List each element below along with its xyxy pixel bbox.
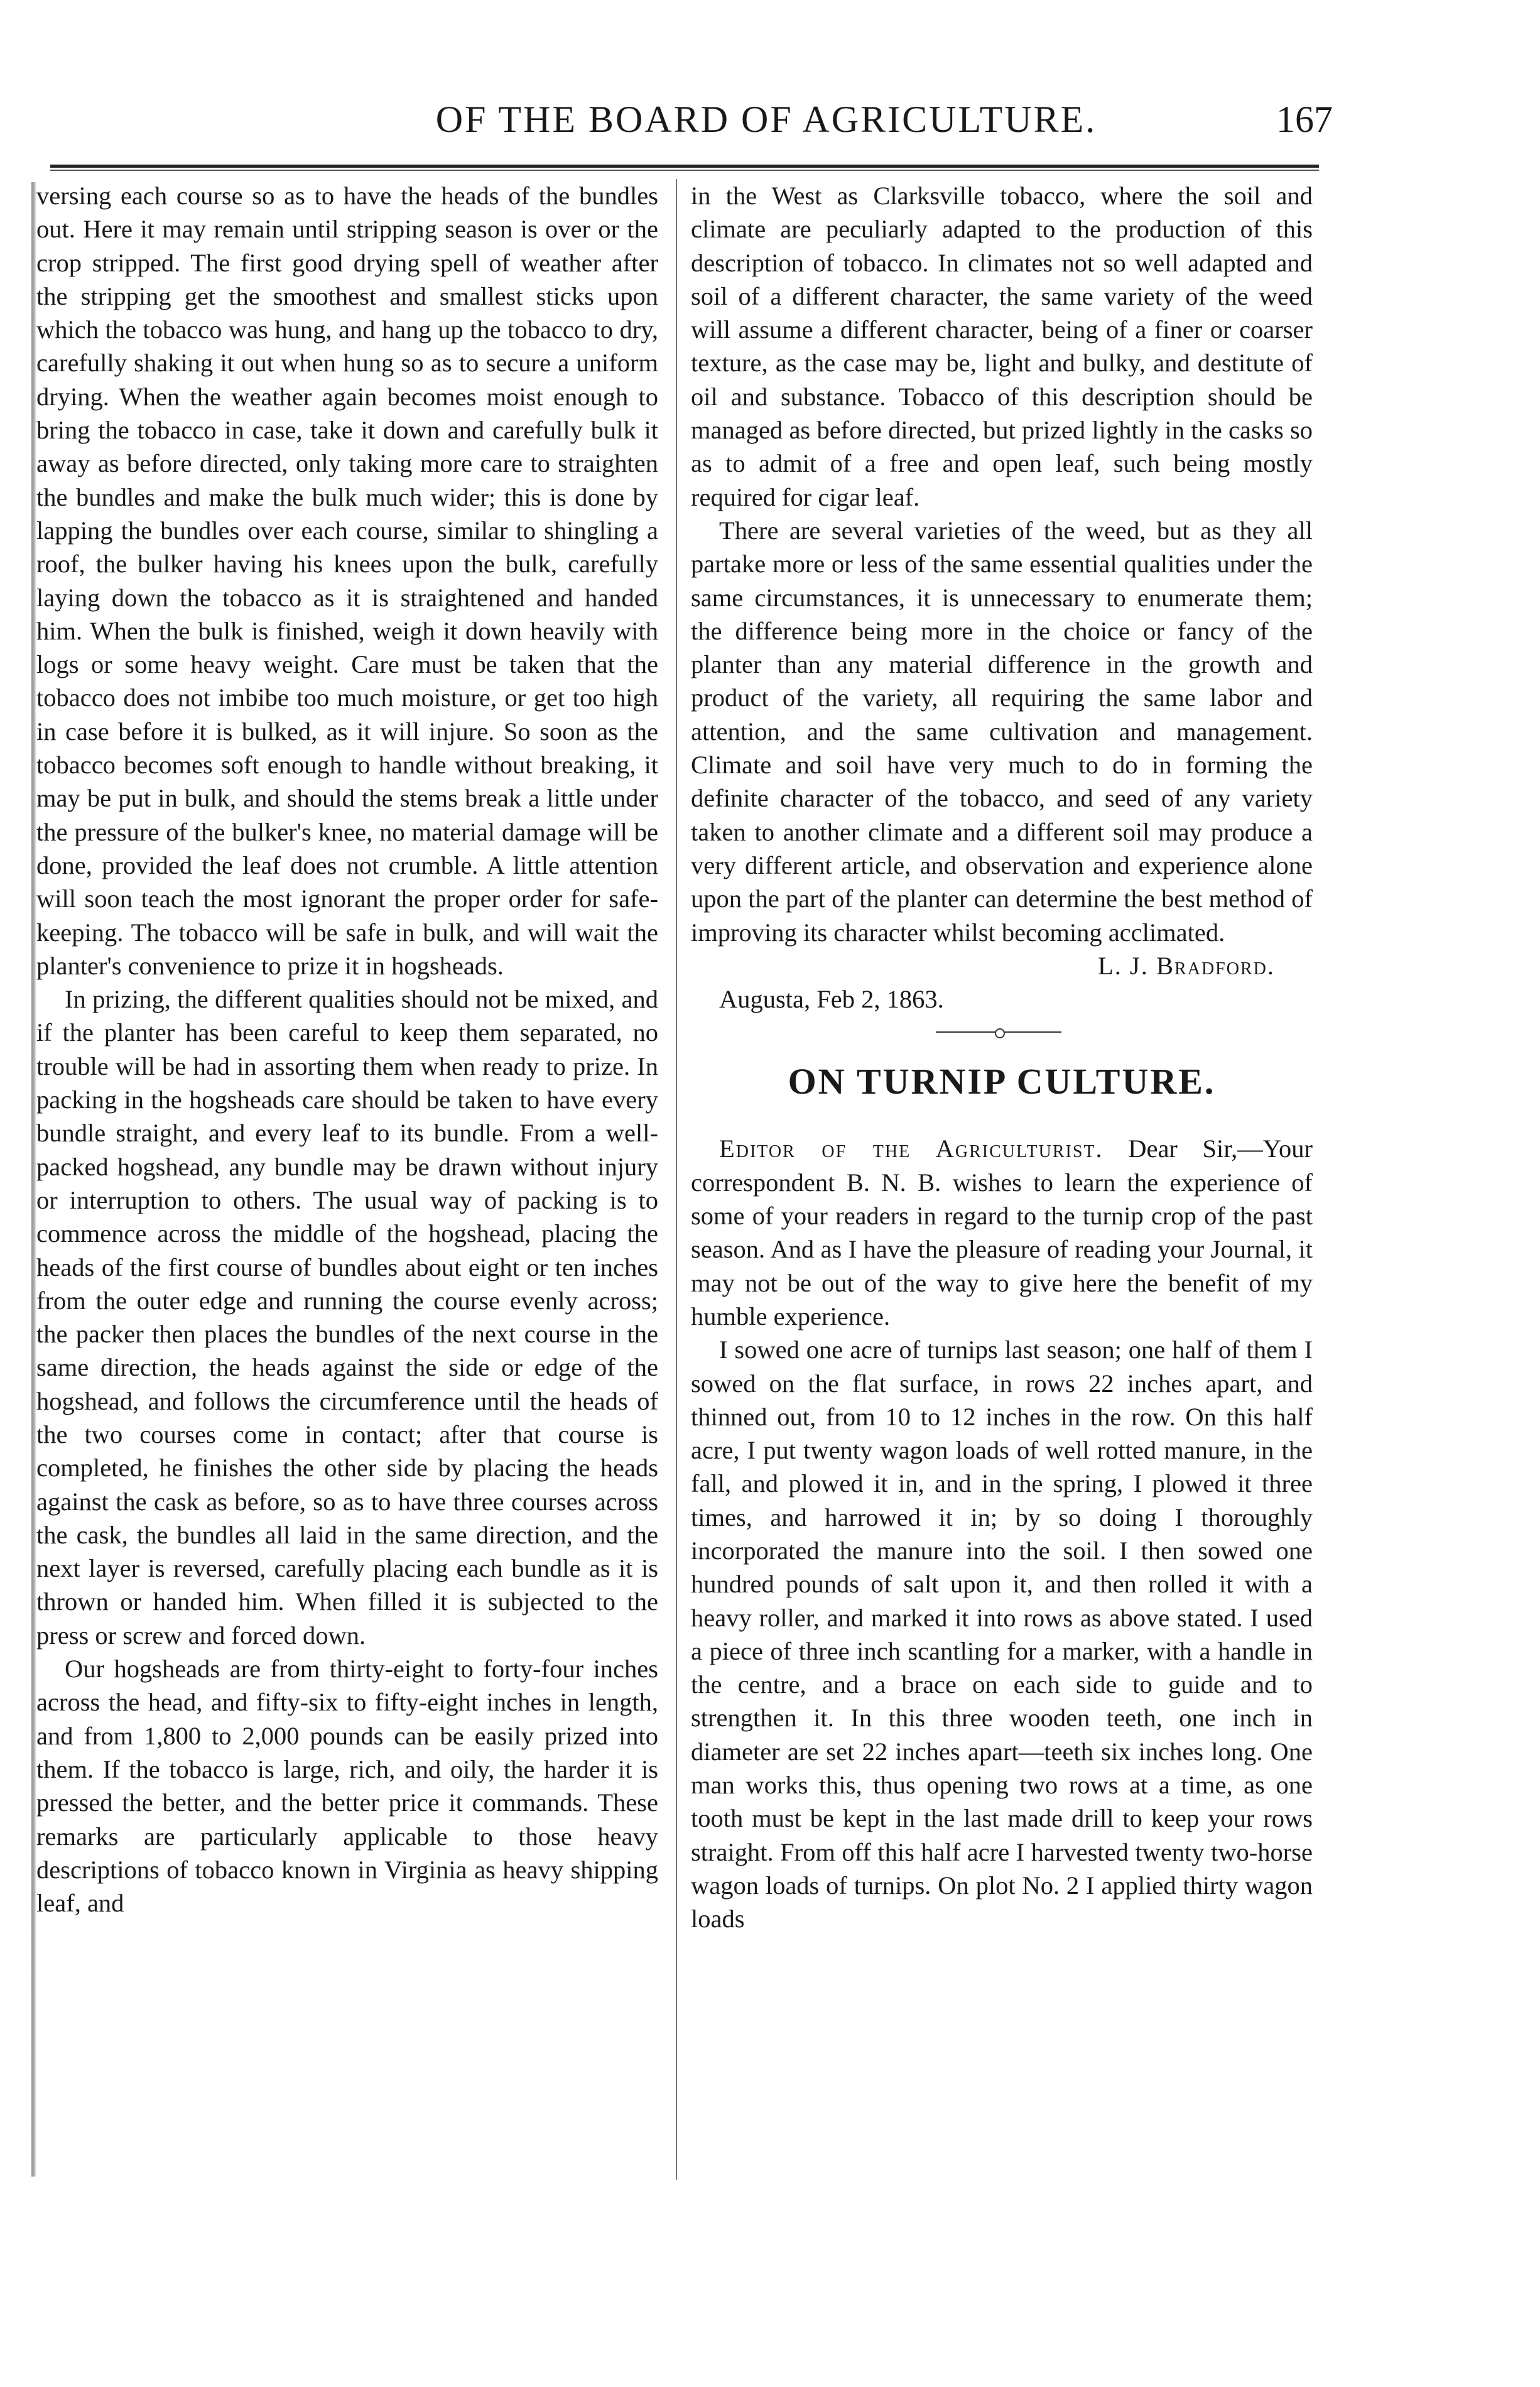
header-rule-thin (50, 170, 1319, 171)
paragraph: versing each course so as to have the heads of the bundles out. Here it may remain until stripping season is over or the crop stripped. The first good drying spell of weather after the stripping get the smoothest and smallest sticks upon which the tobacco was hung, and hang up the tobacco to dry, carefully shaking it out when hung so as to secure a uniform drying. When the weather again becomes moist enough to bring the tobacco in case, take it down and carefully bulk it away as before directed, only taking more care to straighten the bundles and make the bulk much wider; this is done by lapping the bundles over each course, similar to shingling a roof, the bulker having his knees upon the bulk, carefully laying down the tobacco as it is straightened and handed him. When the bulk is finished, weigh it down heavily with logs or some heavy weight. Care must be taken that the tobacco does not imbibe too much moisture, or get too high in case before it is bulked, as it will injure. So soon as the tobacco becomes soft enough to handle without breaking, it may be put in bulk, and should the stems break a little under the pressure of the bulker's knee, no material damage will be done, provided the leaf does not crumble. A little attention will soon teach the most ignorant the proper order for safe-keeping. The tobacco will be safe in bulk, and will wait the planter's convenience to prize it in hogsheads. (36, 182, 658, 980)
page-number: 167 (1276, 99, 1333, 140)
letter-opening (691, 1132, 1313, 1333)
paragraph: Our hogsheads are from thirty-eight to forty-four inches across the head, and fifty-six to fifty-eight inches in length, and from 1,800 to 2,000 pounds can be easily prized into them. If the tobacco is large, rich, and oily, the harder it is pressed the better, and the better price it commands. These remarks are particularly applicable to those heavy descriptions of tobacco known in Virginia as heavy shipping leaf, and (36, 1655, 658, 1918)
author-signature: L. J. Bradford. (1098, 951, 1275, 980)
binding-shadow (31, 182, 36, 2177)
column-divider (676, 179, 677, 2180)
paragraph: There are several varieties of the weed, but as they all partake more or less of the same essential qualities under the same circumstances, it is unnecessary to enumerate them; the difference being more in the choice or fancy of the planter than any material difference in the growth and product of the variety, all requiring the same labor and attention, and the same cultivation and management. Climate and soil have very much to do in forming the definite character of the tobacco, and seed of any variety taken to another climate and a different soil may produce a very different article, and observation and experience alone upon the part of the planter can determine the best method of improving its character whilst becoming acclimated. (691, 516, 1313, 947)
paragraph: In prizing, the different qualities should not be mixed, and if the planter has been careful to keep them separated, no trouble will be had in assorting them when ready to prize. In packing in the hogsheads care should be taken to have every bundle straight, and every leaf to its bundle. From a well-packed hogshead, any bundle may be drawn without injury or interruption to others. The usual way of packing is to commence across the middle of the hogshead, placing the heads of the first course of bundles about eight or ten inches from the outer edge and running the course evenly across; the packer then places the bundles of the next course in the same direction, the heads against the side or edge of the hogshead, and follows the circumference until the heads of the two courses come in contact; after that course is completed, he finishes the other side by placing the heads against the cask as before, so as to have three courses across the cask, the bundles all laid in the same direction, and the next layer is reversed, carefully placing each bundle as it is thrown or handed him. When filled it is subjected to the press or screw and forced down. (36, 985, 658, 1650)
salutation-addressee: Editor of the Agriculturist. (719, 1134, 1103, 1163)
dateline: Augusta, Feb 2, 1863. (719, 985, 944, 1014)
paragraph: I sowed one acre of turnips last season; one half of them I sowed on the flat surface, in rows 22 inches apart, and thinned out, from 10 to 12 inches in the row. On this half acre, I put twenty wagon loads of well rotted manure, in the fall, and plowed it in, and in the spring, I plowed it three times, and harrowed it in; by so doing I thoroughly incorporated the manure into the soil. I then sowed one hundred pounds of salt upon it, and then rolled it with a heavy roller, and marked it into rows as above stated. I used a piece of three inch scantling for a marker, with a handle in the centre, and a brace on each side to guide and to strengthen it. In this three wooden teeth, one inch in diameter are set 22 inches apart—teeth six inches long. One man works this, thus opening two rows at a time, as one tooth must be kept in the last made drill to keep your rows straight. From off this half acre I harvested twenty two-horse wagon loads of turnips. On plot No. 2 I applied thirty wagon loads (691, 1335, 1313, 1933)
divider-ornament (995, 1028, 1005, 1038)
paragraph: in the West as Clarksville tobacco, where the soil and climate are peculiarly adapted to the production of this description of tobacco. In climates not so well adapted and soil of a different character, the same variety of the weed will assume a different character, being of a finer or coarser texture, as the case may be, light and bulky, and destitute of oil and substance. Tobacco of this description should be managed as before directed, but prized lightly in the casks so as to admit of a free and open leaf, such being mostly required for cigar leaf. (691, 182, 1313, 511)
salutation-text: Dear Sir,—Your correspondent B. N. B. wishes to learn the experience of some of your readers in regard to the turnip crop of the past season. And as I have the pleasure of reading your Journal, it may not be out of the way to give here the benefit of my humble experience. (691, 1134, 1313, 1330)
header-rule (50, 165, 1319, 168)
section-title: ON TURNIP CULTURE. (788, 1061, 1216, 1102)
running-head (0, 94, 1540, 144)
ornamental-divider (691, 1016, 1313, 1050)
running-title: OF THE BOARD OF AGRICULTURE. (435, 99, 1097, 140)
left-column (36, 179, 658, 1920)
right-column (691, 179, 1313, 1936)
